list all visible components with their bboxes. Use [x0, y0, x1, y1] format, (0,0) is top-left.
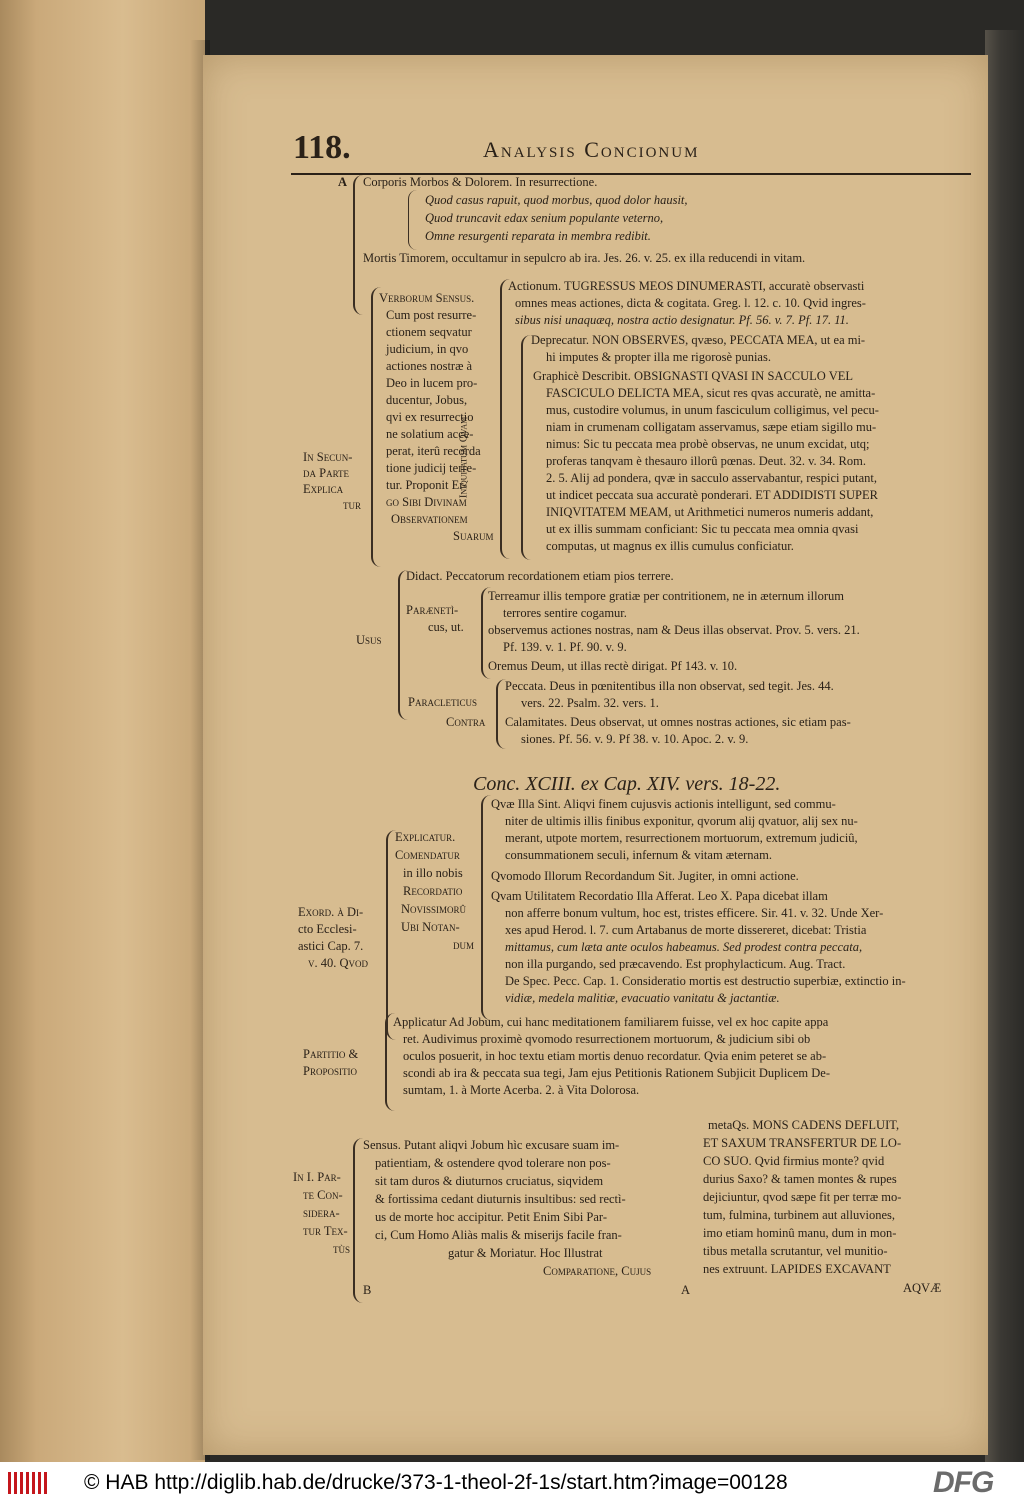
exordium-label: astici Cap. 7.: [298, 939, 364, 953]
part-i-label: tur Tex-: [303, 1224, 348, 1238]
exordium-label: cto Ecclesi-: [298, 922, 357, 936]
deprecatur-line: Deprecatur. NON OBSERVES, qvæso, PECCATA MEA, ut ea mi-: [531, 333, 866, 347]
graphice-line: ut ex illis summam conficiant: Sic tu peccata mea omnia qvasi: [546, 522, 859, 536]
page-number: 118.: [293, 129, 351, 166]
peccata-line: vers. 22. Psalm. 32. vers. 1.: [521, 696, 659, 710]
qvae-line: merant, utpote mortem, resurrectionem mortuorum, extremum judiciû,: [505, 831, 858, 845]
verse-line: Quod casus rapuit, quod morbus, quod dolor hausit,: [425, 193, 688, 207]
book-page: [203, 55, 988, 1455]
partitio-label: Partitio &: [303, 1047, 359, 1061]
right-col-line: imo etiam hominû manu, dum in mon-: [703, 1226, 897, 1240]
peccata-line: Peccata. Deus in pœnitentibus illa non observat, sed tegit. Jes. 44.: [505, 679, 834, 693]
graphice-line: computas, ut magnus ex illis cumulus conficiatur.: [546, 539, 794, 553]
vertical-label: Iniquitatum Qvam: [457, 416, 470, 499]
partitio-line: scondi ab ira & peccata sua tegi, Jam ejus Petitionis Rationem Subjicit Duplicem De-: [403, 1066, 830, 1080]
part2-label: tur: [343, 498, 361, 512]
verborum-line: ctionem seqvatur: [386, 325, 472, 339]
marker-a: A: [338, 175, 348, 189]
part2-label: In Secun-: [303, 450, 353, 464]
verborum-line: Observationem: [391, 512, 468, 526]
graphice-line: INIQVITATEM MEAM, ut Arithmetici numeros numeris addant,: [546, 505, 874, 519]
graphice-line: niam in crumenam colligatam asservamus, sæpe etiam sigillo mu-: [546, 420, 877, 434]
footer-bar: [0, 1462, 1024, 1504]
sensus-line: & fortissima cedant diuturnis insultibus: sed rectì-: [375, 1192, 626, 1206]
partitio-label: Propositio: [303, 1064, 357, 1078]
page-edge: [985, 30, 1024, 1462]
qvomodo-line: Qvomodo Illorum Recordandum Sit. Jugiter, in omni actione.: [491, 869, 799, 883]
paraenetic-line: Oremus Deum, ut illas rectè dirigat. Pf 143. v. 10.: [488, 659, 738, 673]
book-spine: [0, 0, 205, 1462]
deprecatur-line: hi imputes & propter illa me rigorosè punias.: [546, 350, 771, 364]
right-col-line: metaQs. MONS CADENS DEFLUIT,: [708, 1118, 900, 1132]
brace-part-i: [353, 1138, 363, 1303]
paraenetic-line: terrores sentire cogamur.: [503, 606, 627, 620]
verborum-line: Verborum Sensus.: [379, 291, 475, 305]
utilitas-line: De Spec. Pecc. Cap. 1. Consideratio mortis est destructio superbiæ, extinctio in-: [505, 974, 906, 988]
exordium-label: Exord. à Di-: [298, 905, 364, 919]
utilitas-line: Qvam Utilitatem Recordatio Illa Afferat. Leo X. Papa dicebat illam: [491, 889, 828, 903]
catchword: AQVÆ: [903, 1281, 942, 1295]
part-i-label: tùs: [333, 1242, 351, 1256]
utilitas-line: vidiæ, medela malitiæ, evacuatio vanitatu & jactantiæ.: [505, 991, 780, 1005]
signature-a: A: [681, 1283, 691, 1297]
brace-verses: [408, 190, 417, 250]
right-col-line: ET SAXUM TRANSFERTUR DE LO-: [703, 1136, 902, 1150]
verborum-line: tione judicij terre-: [386, 461, 477, 475]
partitio-line: ret. Audivimus proximè qvomodo resurrectionem mortuorum, & judicium sibi ob: [403, 1032, 811, 1046]
paraeneticus-label: Parænetì-: [406, 603, 459, 617]
graphice-line: FASCICULO DELICTA MEA, sicut res qvas accuratè, ne amitta-: [546, 386, 876, 400]
right-col-line: nes extruunt. LAPIDES EXCAVANT: [703, 1262, 891, 1276]
paraeneticus-label: cus, ut.: [428, 620, 464, 634]
paracleticus-label: Contra: [446, 715, 486, 729]
part-i-label: sidera-: [303, 1206, 340, 1220]
verborum-line: judicium, in qvo: [386, 342, 469, 356]
right-col-line: tum, fulmina, turbinem aut alluviones,: [703, 1208, 895, 1222]
actionum-line: omnes meas actiones, dicta & cogitata. Greg. l. 12. c. 10. Qvid ingres-: [515, 296, 866, 310]
exordium-mid: Explicatur.: [395, 830, 456, 844]
graphice-line: 2. 5. Alij ad pondera, qvæ in sacculo asservabantur, respici putant,: [546, 471, 878, 485]
right-col-line: dejiciuntur, qvod sæpe fit per terræ mo-: [703, 1190, 902, 1204]
verse-line: Quod truncavit edax senium populante veterno,: [425, 211, 664, 225]
part-i-label: In I. Par-: [293, 1170, 341, 1184]
partitio-line: Applicatur Ad Jobum, cui hanc meditationem familiarem fuisse, vel ex hoc capite appa: [393, 1015, 829, 1029]
exordium-mid: Comendatur: [395, 848, 460, 862]
verse-line: Omne resurgenti reparata in membra redibit.: [425, 229, 651, 243]
verborum-line: ne solatium acce-: [386, 427, 474, 441]
brace-part2: [371, 287, 381, 567]
sensus-line: sit tam duros & diuturnos cruciatus, siqvidem: [375, 1174, 604, 1188]
utilitas-line: non illa purgando, sed præcavendo. Est prophylacticum. Aug. Tract.: [505, 957, 846, 971]
exordium-mid: Recordatio: [403, 884, 463, 898]
utilitas-line: non afferre bonum vultum, hoc est, tristes efficere. Sir. 41. v. 32. Unde Xer-: [505, 906, 884, 920]
sensus-line: Sensus. Putant aliqvi Jobum hìc excusare suam im-: [363, 1138, 620, 1152]
utilitas-line: xes apud Herod. l. 7. cum Artabanus de morte dissereret, dicebat: Tristia: [505, 923, 867, 937]
exordium-mid: Ubi Notan-: [401, 920, 460, 934]
graphice-line: ut indicet peccata sua accuratè ponderari. ET ADDIDISTI SUPER: [546, 488, 878, 502]
paracleticus-label: Paracleticus: [408, 695, 477, 709]
paraenetic-line: Pf. 139. v. 1. Pf. 90. v. 9.: [503, 640, 627, 654]
sensus-line: ci, Cum Homo Aliàs malis & miserijs facile fran-: [375, 1228, 622, 1242]
right-col-line: CO SUO. Qvid firmius monte? qvid: [703, 1154, 885, 1168]
verborum-line: qvi ex resurrectio: [386, 410, 474, 424]
hab-logo-icon: [6, 1470, 48, 1496]
paraenetic-line: Terreamur illis tempore gratiæ per contritionem, ne in æternum illorum: [488, 589, 844, 603]
usus-label: Usus: [356, 633, 382, 647]
didact-line: Didact. Peccatorum recordationem etiam pios terrere.: [406, 569, 674, 583]
calamitates-line: Calamitates. Deus observat, ut omnes nostras actiones, sic etiam pas-: [505, 715, 851, 729]
dfg-logo: DFG: [933, 1466, 994, 1499]
exordium-mid: in illo nobis: [403, 866, 463, 880]
copyright-link[interactable]: © HAB http://diglib.hab.de/drucke/373-1-theol-2f-1s/start.htm?image=00128: [84, 1471, 788, 1494]
sensus-line: us de morte hoc accipitur. Petit Enim Sibi Par-: [375, 1210, 608, 1224]
right-col-line: tibus metalla scrutantur, vel munitio-: [703, 1244, 888, 1258]
graphice-line: proferas tanqvam è thesauro illorû pœnas. Deut. 32. v. 34. Rom.: [546, 454, 866, 468]
qvae-line: Qvæ Illa Sint. Aliqvi finem cujusvis actionis intelligunt, sed commu-: [491, 797, 836, 811]
right-col-line: durius Saxo? & tamen montes & rupes: [703, 1172, 897, 1186]
paraenetic-line: observemus actiones nostras, nam & Deus illas observat. Prov. 5. vers. 21.: [488, 623, 860, 637]
sensus-line: patientiam, & ostendere qvod tolerare non pos-: [375, 1156, 611, 1170]
mortis-line: Mortis Timorem, occultamur in sepulcro ab ira. Jes. 26. v. 25. ex illa reducendi in vitam.: [363, 251, 806, 265]
verborum-line: Cum post resurre-: [386, 308, 477, 322]
part-i-label: te Con-: [303, 1188, 343, 1202]
verborum-line: actiones nostræ à: [386, 359, 473, 373]
verborum-line: tur. Proponit Er-: [386, 478, 468, 492]
graphice-line: nimus: Sic tu peccata mea probè observas, ne unum excidat, utq;: [546, 437, 870, 451]
qvae-line: niter de ultimis illis finibus exponitur, qvorum alij qvatuor, alij sex nu-: [505, 814, 858, 828]
part2-label: Explica: [303, 482, 344, 496]
qvae-line: consummationem seculi, infernum & vitam æternam.: [505, 848, 772, 862]
utilitas-line: mittamus, cum læta ante oculos habeamus. Sed prodest contra peccata,: [505, 940, 863, 954]
verborum-line: ducentur, Jobus,: [386, 393, 468, 407]
graphice-line: Graphicè Describit. OBSIGNASTI QVASI IN SACCULO VEL: [533, 369, 854, 383]
partitio-line: sumtam, 1. à Morte Acerba. 2. à Vita Dolorosa.: [403, 1083, 640, 1097]
sensus-line: gatur & Moriatur. Hoc Illustrat: [448, 1246, 603, 1260]
actionum-line: sibus nisi unaquæq, nostra actio designatur. Pf. 56. v. 7. Pf. 17. 11.: [515, 313, 849, 327]
verborum-line: Deo in lucem pro-: [386, 376, 478, 390]
sensus-line: Comparatione, Cujus: [543, 1264, 652, 1278]
verborum-line: go Sibi Divinam: [386, 495, 467, 509]
brace-part1: [353, 175, 363, 315]
running-head: Analysis Concionum: [483, 137, 700, 162]
corporis-line: Corporis Morbos & Dolorem. In resurrectione.: [363, 175, 598, 189]
exordium-mid: Novissimorû: [401, 902, 467, 916]
partitio-line: oculos posuerit, in hoc textu etiam mortis denuo recordatur. Qvia enim peteret se ab-: [403, 1049, 827, 1063]
calamitates-line: siones. Pf. 56. v. 9. Pf 38. v. 10. Apoc. 2. v. 9.: [521, 732, 749, 746]
verborum-line: perat, iterû recorda: [386, 444, 481, 458]
actionum-line: Actionum. TUGRESSUS MEOS DINUMERASTI, accuratè observasti: [508, 279, 865, 293]
signature-b: B: [363, 1283, 372, 1297]
exordium-label: v. 40. Qvod: [308, 956, 369, 970]
brace-graphice: [521, 335, 531, 560]
brace-usus: [398, 570, 408, 720]
brace-iniquitatum: [500, 279, 510, 559]
part2-label: da Parte: [303, 466, 350, 480]
verborum-line: Suarum: [453, 529, 494, 543]
exordium-mid: dum: [453, 938, 475, 952]
brace-exordium-right: [481, 795, 491, 1020]
graphice-line: mus, custodire volumus, in unum fasciculum colligimus, vel pecu-: [546, 403, 879, 417]
concio-heading: Conc. XCIII. ex Cap. XIV. vers. 18-22.: [473, 773, 781, 795]
